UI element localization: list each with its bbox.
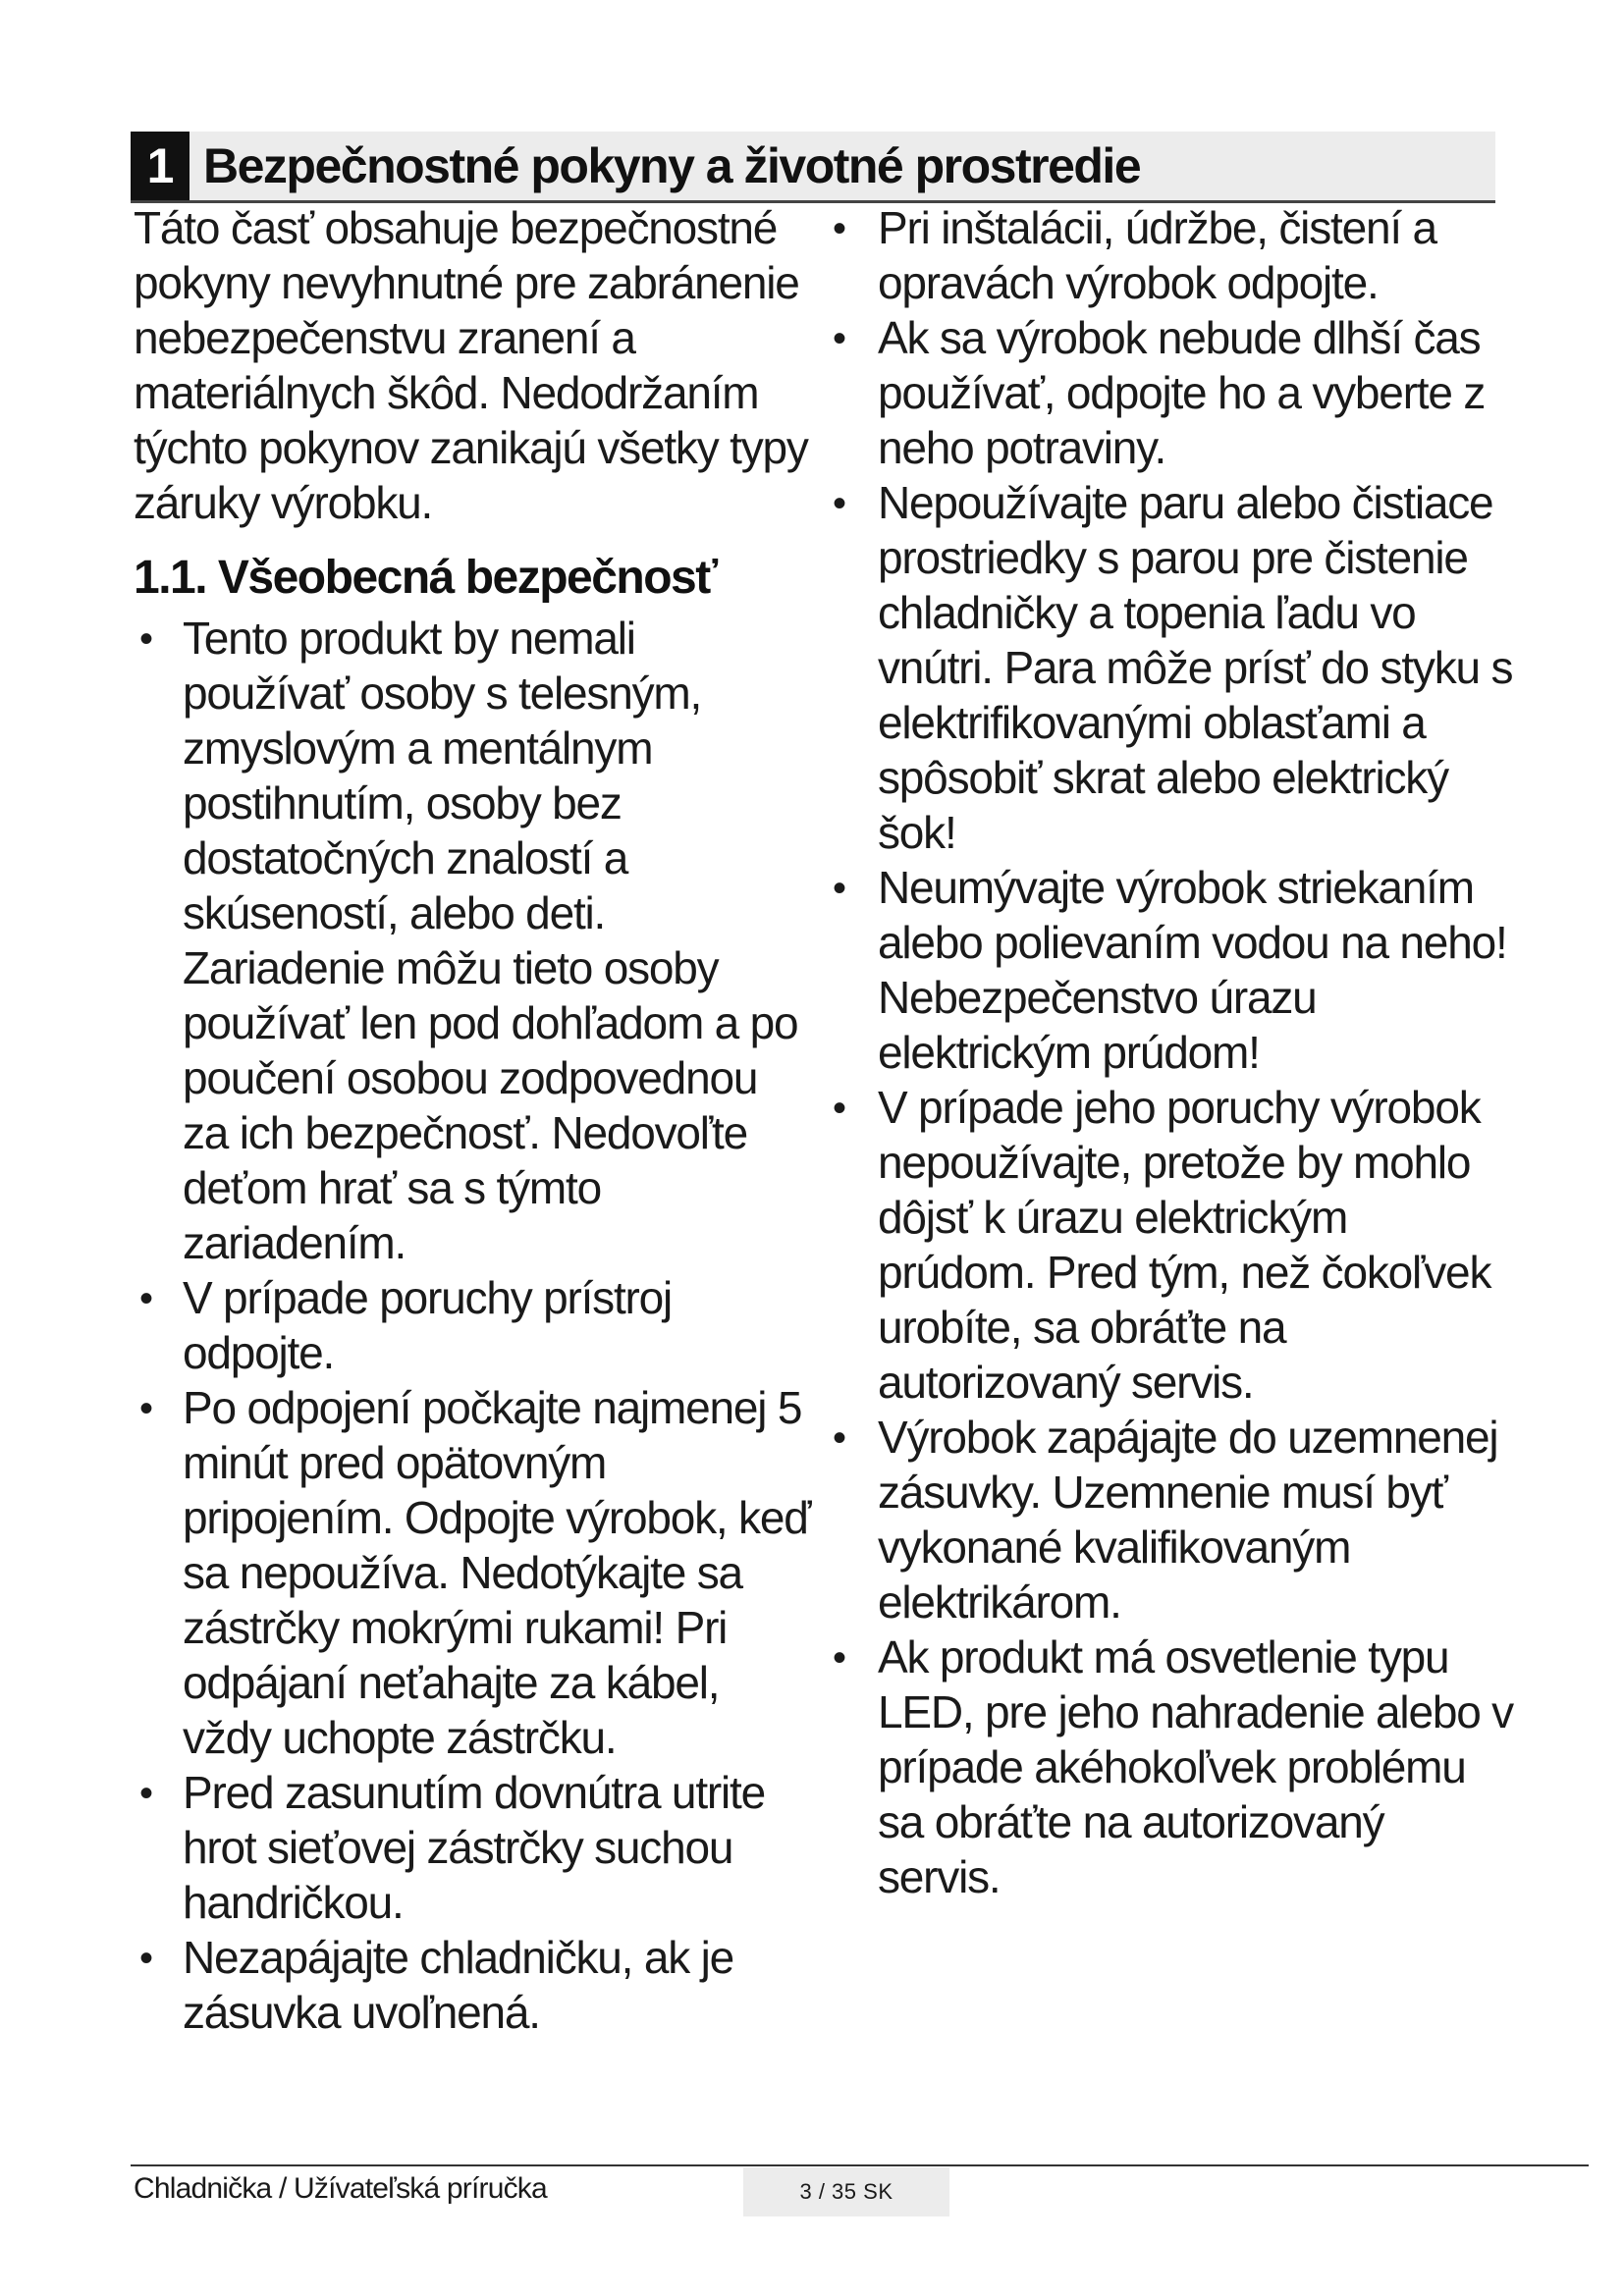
footer-page-number: 3 / 35 SK bbox=[743, 2167, 949, 2216]
list-item-text: Nepoužívajte paru alebo čistiace prostriedky s parou pre čistenie chladničky a topenia ľadu vo vnútri. Para môže prísť do styku s elektrifikovanými oblasťami a spôsobiť skrat alebo elektrický šok! bbox=[878, 477, 1513, 858]
bullet-icon: • bbox=[833, 317, 845, 360]
list-item-text: Neumývajte výrobok striekaním alebo polievaním vodou na neho! Nebezpečenstvo úrazu elektrickým prúdom! bbox=[878, 862, 1507, 1078]
list-item bbox=[827, 860, 1514, 1080]
bullet-icon: • bbox=[833, 1087, 845, 1130]
list-item bbox=[134, 1380, 811, 1765]
list-item-text: Nezapájajte chladničku, ak je zásuvka uvoľnená. bbox=[183, 1932, 733, 2038]
list-item-text: Ak produkt má osvetlenie typu LED, pre jeho nahradenie alebo v prípade akéhokoľvek problému sa obráťte na autorizovaný servis. bbox=[878, 1631, 1513, 1902]
bullet-icon: • bbox=[833, 482, 845, 525]
list-item bbox=[827, 200, 1514, 310]
list-item bbox=[827, 1629, 1514, 1904]
list-item-text: Pri inštalácii, údržbe, čistení a opravách výrobok odpojte. bbox=[878, 202, 1436, 308]
list-item-text: V prípade poruchy prístroj odpojte. bbox=[183, 1272, 673, 1378]
bullet-icon: • bbox=[833, 1416, 845, 1460]
list-item-text: Ak sa výrobok nebude dlhší čas používať, odpojte ho a vyberte z neho potraviny. bbox=[878, 312, 1486, 473]
list-item bbox=[134, 1270, 811, 1380]
list-item-text: Výrobok zapájajte do uzemnenej zásuvky. Uzemnenie musí byť vykonané kvalifikovaným elektrikárom. bbox=[878, 1412, 1498, 1628]
safety-list-continued bbox=[827, 200, 1514, 1904]
footer-divider bbox=[131, 2164, 1589, 2166]
list-item bbox=[134, 1930, 811, 2040]
list-item-text: Po odpojení počkajte najmenej 5 minút pred opätovným pripojením. Odpojte výrobok, keď sa nepoužíva. Nedotýkajte sa zástrčky mokrými rukami! Pri odpájaní neťahajte za kábel, vždy uchopte zástrčku. bbox=[183, 1382, 811, 1763]
right-column bbox=[827, 200, 1514, 1904]
list-item bbox=[827, 310, 1514, 475]
bullet-icon: • bbox=[833, 867, 845, 910]
list-item-text: V prípade jeho poruchy výrobok nepoužívajte, pretože by mohlo dôjsť k úrazu elektrickým prúdom. Pred tým, než čokoľvek urobíte, sa obráťte na autorizovaný servis. bbox=[878, 1082, 1491, 1408]
subsection-heading: 1.1. Všeobecná bezpečnosť bbox=[134, 552, 717, 604]
bullet-icon: • bbox=[139, 617, 152, 661]
bullet-icon: • bbox=[833, 1636, 845, 1680]
footer-document-title: Chladnička / Užívateľská príručka bbox=[134, 2172, 547, 2205]
list-item bbox=[827, 475, 1514, 860]
section-title: Bezpečnostné pokyny a životné prostredie bbox=[203, 138, 1141, 193]
general-safety-list bbox=[134, 611, 811, 2040]
list-item bbox=[827, 1410, 1514, 1629]
intro-paragraph: Táto časť obsahuje bezpečnostné pokyny nevyhnutné pre zabránenie nebezpečenstvu zranení a materiálnych škôd. Nedodržaním týchto pokynov zanikajú všetky typy záruky výrobku. bbox=[134, 202, 808, 528]
list-item-text: Tento produkt by nemali používať osoby s telesným, zmyslovým a mentálnym postihnutím, osoby bez dostatočných znalostí a skúseností, alebo deti. Zariadenie môžu tieto osoby používať len pod dohľadom a po poučení osobou zodpovednou za ich bezpečnosť. Nedovoľte deťom hrať sa s týmto zariadením. bbox=[183, 613, 798, 1268]
list-item bbox=[134, 1765, 811, 1930]
bullet-icon: • bbox=[139, 1387, 152, 1430]
left-column bbox=[134, 200, 811, 2040]
list-item bbox=[134, 611, 811, 1270]
section-header bbox=[131, 132, 1495, 203]
bullet-icon: • bbox=[139, 1937, 152, 1980]
bullet-icon: • bbox=[139, 1277, 152, 1320]
list-item-text: Pred zasunutím dovnútra utrite hrot sieťovej zástrčky suchou handričkou. bbox=[183, 1767, 765, 1928]
section-number: 1 bbox=[131, 132, 189, 200]
list-item bbox=[827, 1080, 1514, 1410]
bullet-icon: • bbox=[139, 1772, 152, 1815]
bullet-icon: • bbox=[833, 207, 845, 250]
